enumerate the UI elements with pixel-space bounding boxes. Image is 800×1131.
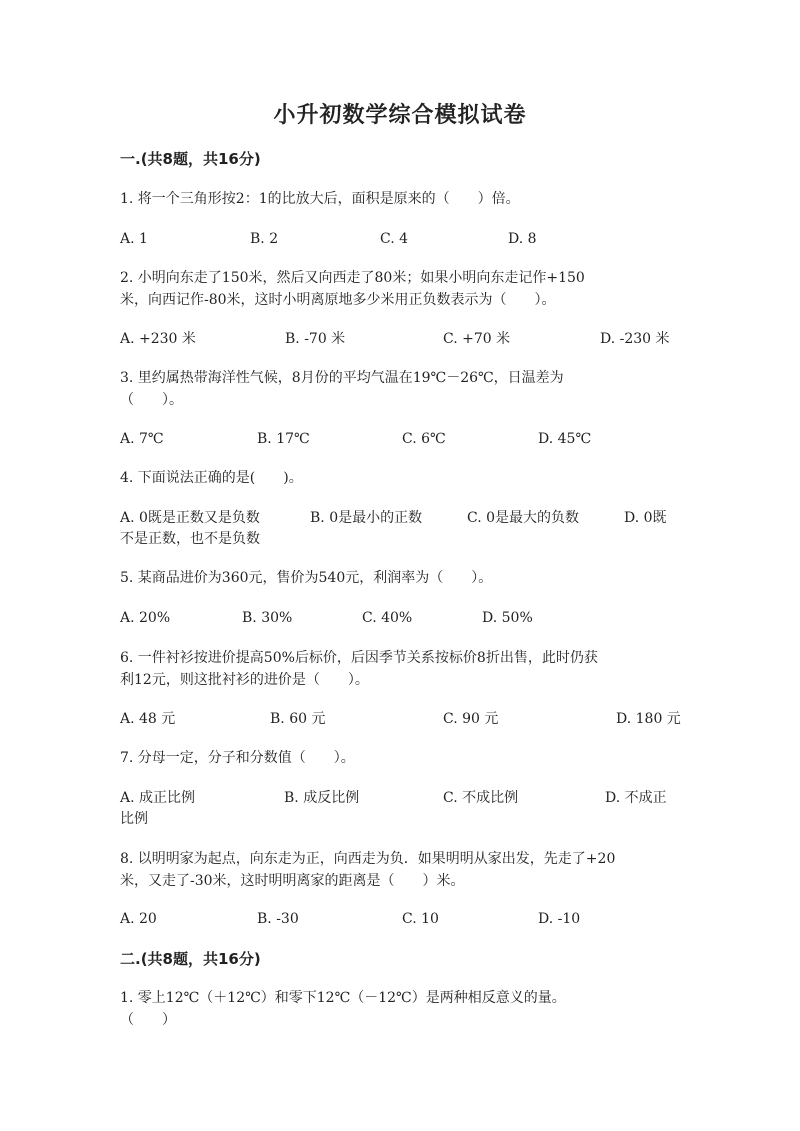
- q5-option-c: C. 40%: [362, 610, 413, 626]
- question-5: 5. 某商品进价为360元，售价为540元，利润率为（ ）。: [120, 570, 493, 586]
- q5-option-b: B. 30%: [242, 610, 293, 626]
- q6-option-b: B. 60 元: [270, 711, 326, 727]
- q2-option-c: C. +70 米: [443, 331, 511, 347]
- q8-option-d: D. -10: [538, 911, 581, 927]
- q2-option-d: D. -230 米: [600, 331, 670, 347]
- q2-option-a: A. +230 米: [120, 331, 196, 347]
- section-heading-1: 一.(共8题，共16分): [120, 150, 261, 168]
- q7-option-c: C. 不成比例: [443, 790, 519, 806]
- question-1: 1. 将一个三角形按2：1的比放大后，面积是原来的（ ）倍。: [120, 191, 520, 207]
- q8-option-a: A. 20: [120, 911, 157, 927]
- q6-option-a: A. 48 元: [120, 711, 176, 727]
- q3-option-d: D. 45℃: [538, 431, 592, 447]
- q7-option-a: A. 成正比例: [120, 790, 196, 806]
- page-title: 小升初数学综合模拟试卷: [273, 103, 527, 128]
- q7-option-d: D. 不成正: [605, 790, 667, 806]
- part2-question-1-line-1: 1. 零上12℃（＋12℃）和零下12℃（－12℃）是两种相反意义的量。: [120, 990, 566, 1006]
- q3-option-b: B. 17℃: [257, 431, 310, 447]
- q4-option-a: A. 0既是正数又是负数: [120, 510, 260, 526]
- section-heading-2: 二.(共8题，共16分): [120, 950, 261, 968]
- q1-option-a: A. 1: [120, 231, 148, 247]
- q1-option-c: C. 4: [380, 231, 409, 247]
- q4-option-c: C. 0是最大的负数: [467, 510, 580, 526]
- q1-option-d: D. 8: [508, 231, 537, 247]
- q5-option-d: D. 50%: [482, 610, 533, 626]
- q8-option-c: C. 10: [402, 911, 439, 927]
- q8-option-b: B. -30: [257, 911, 299, 927]
- q5-option-a: A. 20%: [120, 610, 171, 626]
- q2-option-b: B. -70 米: [285, 331, 346, 347]
- q7-option-b: B. 成反比例: [284, 790, 360, 806]
- q3-option-a: A. 7℃: [120, 431, 164, 447]
- q4-option-b: B. 0是最小的正数: [310, 510, 423, 526]
- q4-option-d-continued: 不是正数，也不是负数: [120, 531, 260, 547]
- q6-option-c: C. 90 元: [443, 711, 499, 727]
- question-8-line-2: 米，又走了-30米，这时明明离家的距离是（ ）米。: [120, 873, 465, 889]
- q3-option-c: C. 6℃: [402, 431, 446, 447]
- question-2-line-2: 米，向西记作-80米，这时小明离原地多少米用正负数表示为（ ）。: [120, 292, 556, 308]
- q1-option-b: B. 2: [250, 231, 279, 247]
- question-6-line-1: 6. 一件衬衫按进价提高50%后标价，后因季节关系按标价8折出售，此时仍获: [120, 650, 598, 666]
- q4-option-d: D. 0既: [624, 510, 667, 526]
- question-7: 7. 分母一定，分子和分数值（ ）。: [120, 750, 355, 766]
- question-3-line-2: （ ）。: [120, 392, 183, 408]
- question-8-line-1: 8. 以明明家为起点，向东走为正，向西走为负．如果明明从家出发，先走了+20: [120, 851, 616, 867]
- q7-option-d-continued: 比例: [120, 811, 148, 827]
- question-3-line-1: 3. 里约属热带海洋性气候，8月份的平均气温在19℃－26℃，日温差为: [120, 370, 564, 386]
- part2-question-1-line-2: （ ）: [120, 1012, 176, 1028]
- question-4: 4. 下面说法正确的是( )。: [120, 470, 303, 486]
- q6-option-d: D. 180 元: [616, 711, 681, 727]
- question-2-line-1: 2. 小明向东走了150米，然后又向西走了80米；如果小明向东走记作+150: [120, 270, 585, 286]
- question-6-line-2: 利12元，则这批衬衫的进价是（ ）。: [120, 672, 369, 688]
